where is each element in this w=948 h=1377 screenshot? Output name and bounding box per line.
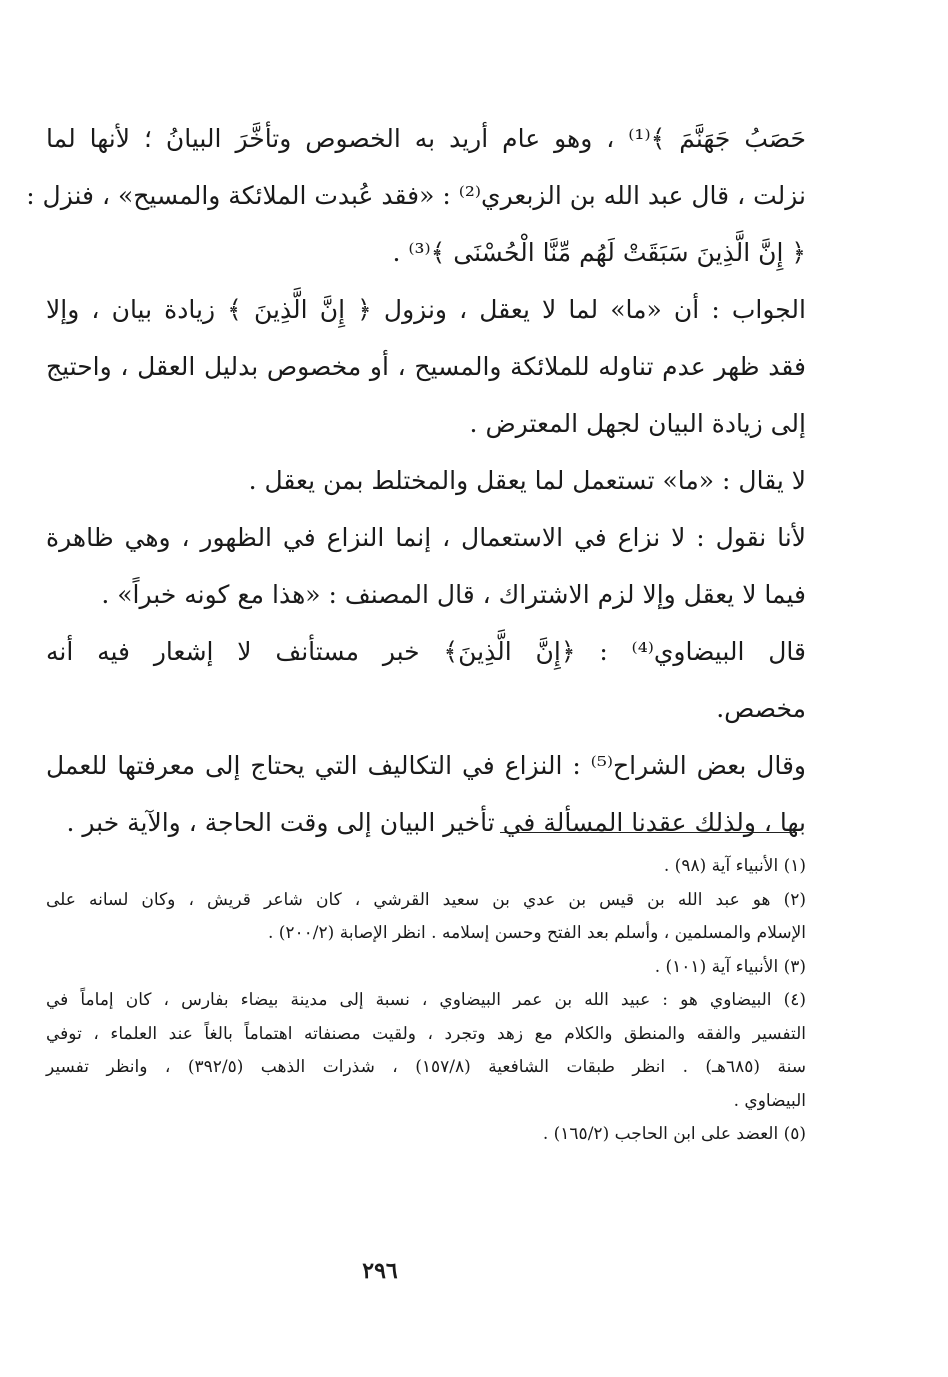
text-line: إلى زيادة البيان لجهل المعترض . <box>469 409 806 438</box>
footnote-line: (١) الأنبياء آية (٩٨) . <box>663 856 806 876</box>
text-line: وقال بعض الشراح⁽⁵⁾ : النزاع في التكاليف التي يحتاج إلى معرفتها للعمل <box>46 751 806 780</box>
text-line: مخصص. <box>716 694 806 723</box>
footnote-line: (٢) هو عبد الله بن قيس بن عدي بن سعيد القرشي ، كان شاعر قريش ، وكان لسانه على <box>46 889 806 910</box>
footnote-line: (٤) البيضاوي هو : عبيد الله بن عمر البيضاوي ، نسبة إلى مدينة بيضاء بفارس ، كان إماماً في <box>46 990 806 1010</box>
main-text <box>26 110 806 851</box>
text-line: نزلت ، قال عبد الله بن الزبعري⁽²⁾ : «فقد عُبدت الملائكة والمسيح» ، فنزل : <box>26 181 806 210</box>
footnote-line: البيضاوي . <box>733 1090 806 1111</box>
text-line: فيما لا يعقل وإلا لزم الاشتراك ، قال المصنف : «هذا مع كونه خبراً» . <box>101 580 806 609</box>
footnote-line: الإسلام والمسلمين ، وأسلم بعد الفتح وحسن إسلامه . انظر الإصابة (٢٠٠/٢) . <box>267 923 806 943</box>
text-line: لأنا نقول : لا نزاع في الاستعمال ، إنما النزاع في الظهور ، وهي ظاهرة <box>46 523 806 552</box>
footnote-separator <box>500 832 797 833</box>
footnotes <box>46 850 806 1152</box>
text-line: حَصَبُ جَهَنَّمَ ﴾⁽¹⁾ ، وهو عام أريد به الخصوص وتأخَّرَ البيانُ ؛ لأنها لما <box>46 124 806 153</box>
text-line: بها ، ولذلك عقدنا المسألة في تأخير البيان إلى وقت الحاجة ، والآية خبر . <box>66 808 806 837</box>
footnote-line: سنة (٦٨٥هـ) . انظر طبقات الشافعية (١٥٧/٨) ، شذرات الذهب (٣٩٢/٥) ، وانظر تفسير <box>46 1057 806 1077</box>
page-number: ٢٩٦ <box>362 1258 398 1284</box>
text-line: فقد ظهر عدم تناوله للملائكة والمسيح ، أو مخصوص بدليل العقل ، واحتيج <box>46 352 806 381</box>
footnote-line: (٥) العضد على ابن الحاجب (١٦٥/٢) . <box>542 1124 806 1144</box>
text-line: الجواب : أن «ما» لما لا يعقل ، ونزول ﴿ إِنَّ الَّذِينَ ﴾ زيادة بيان ، وإلا <box>46 295 806 324</box>
footnote-line: التفسير والفقه والمنطق والكلام مع زهد وتجرد ، ولقيت مصنفاته اهتماماً بالغاً عند العلماء ، توفي <box>46 1023 806 1044</box>
footnote-line: (٣) الأنبياء آية (١٠١) . <box>654 956 806 977</box>
text-line: ﴿ إِنَّ الَّذِينَ سَبَقَتْ لَهُم مِّنَّا الْحُسْنَى ﴾⁽³⁾ . <box>392 238 806 267</box>
text-line: قال البيضاوي⁽⁴⁾ : ﴿إِنَّ الَّذِينَ﴾ خبر مستأنف لا إشعار فيه أنه <box>46 637 806 666</box>
text-line: لا يقال : «ما» تستعمل لما يعقل والمختلط بمن يعقل . <box>248 466 806 495</box>
